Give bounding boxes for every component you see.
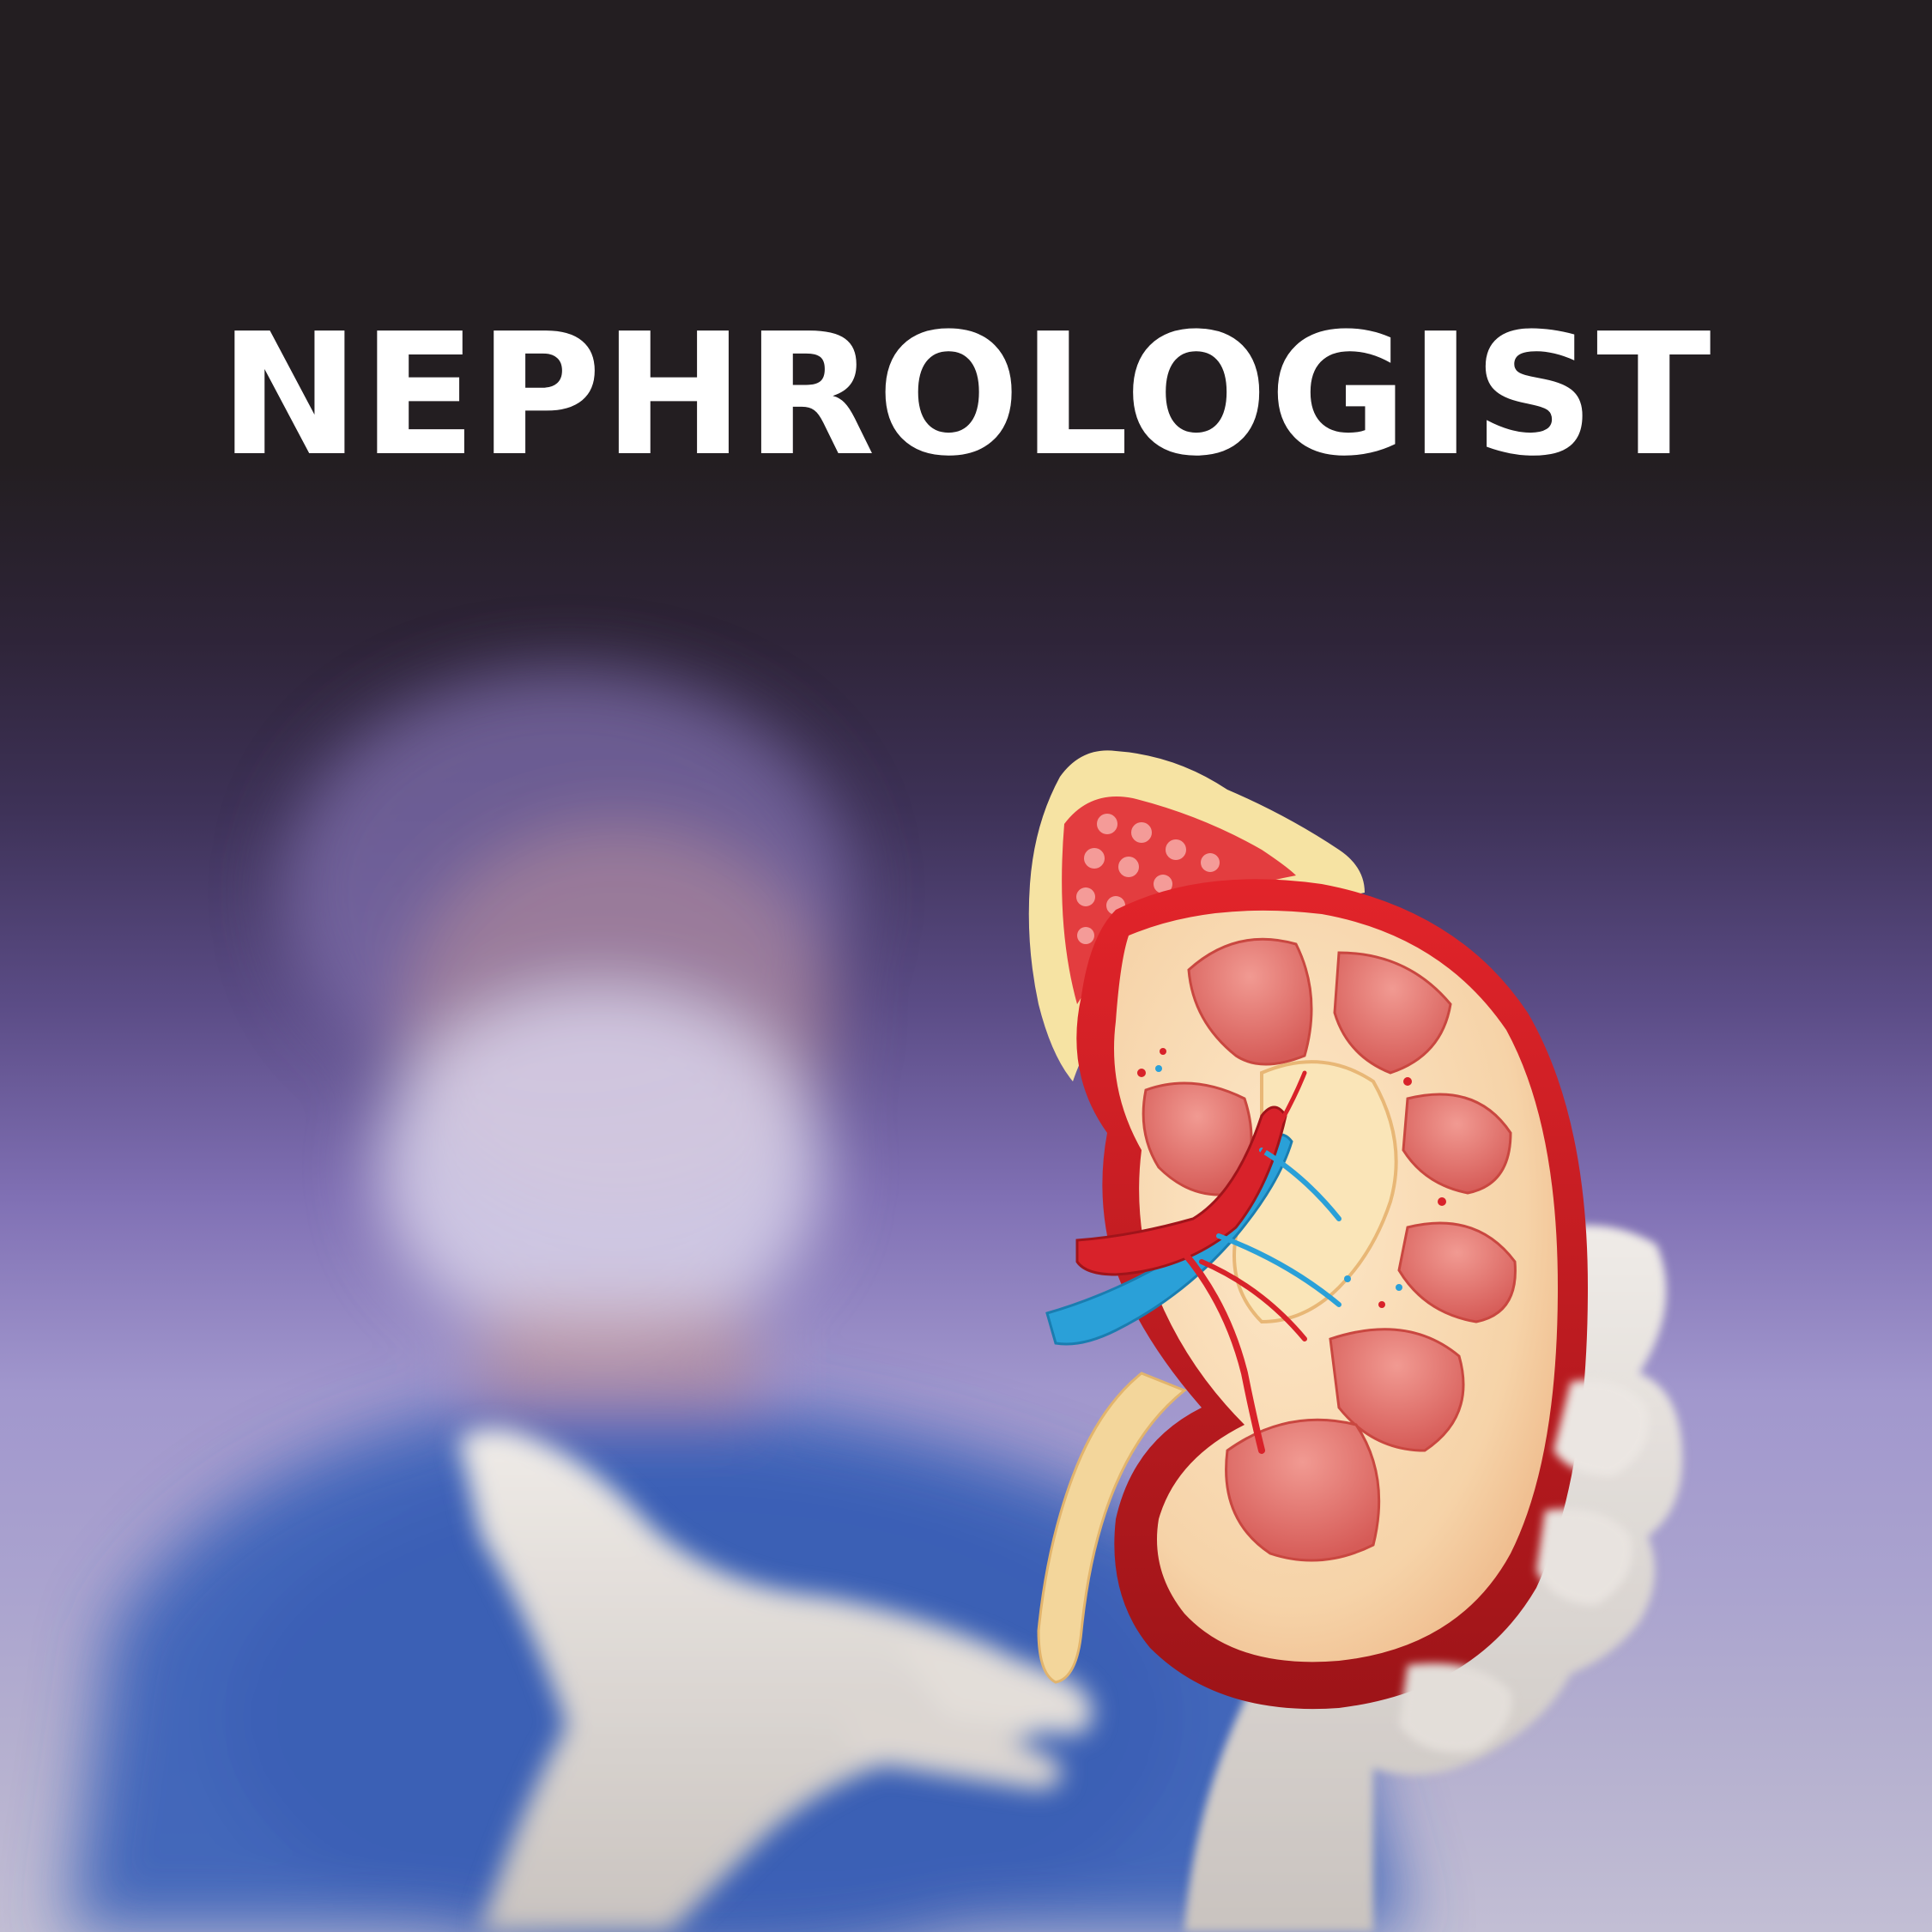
page-title: NEPHROLOGIST (219, 298, 1713, 494)
